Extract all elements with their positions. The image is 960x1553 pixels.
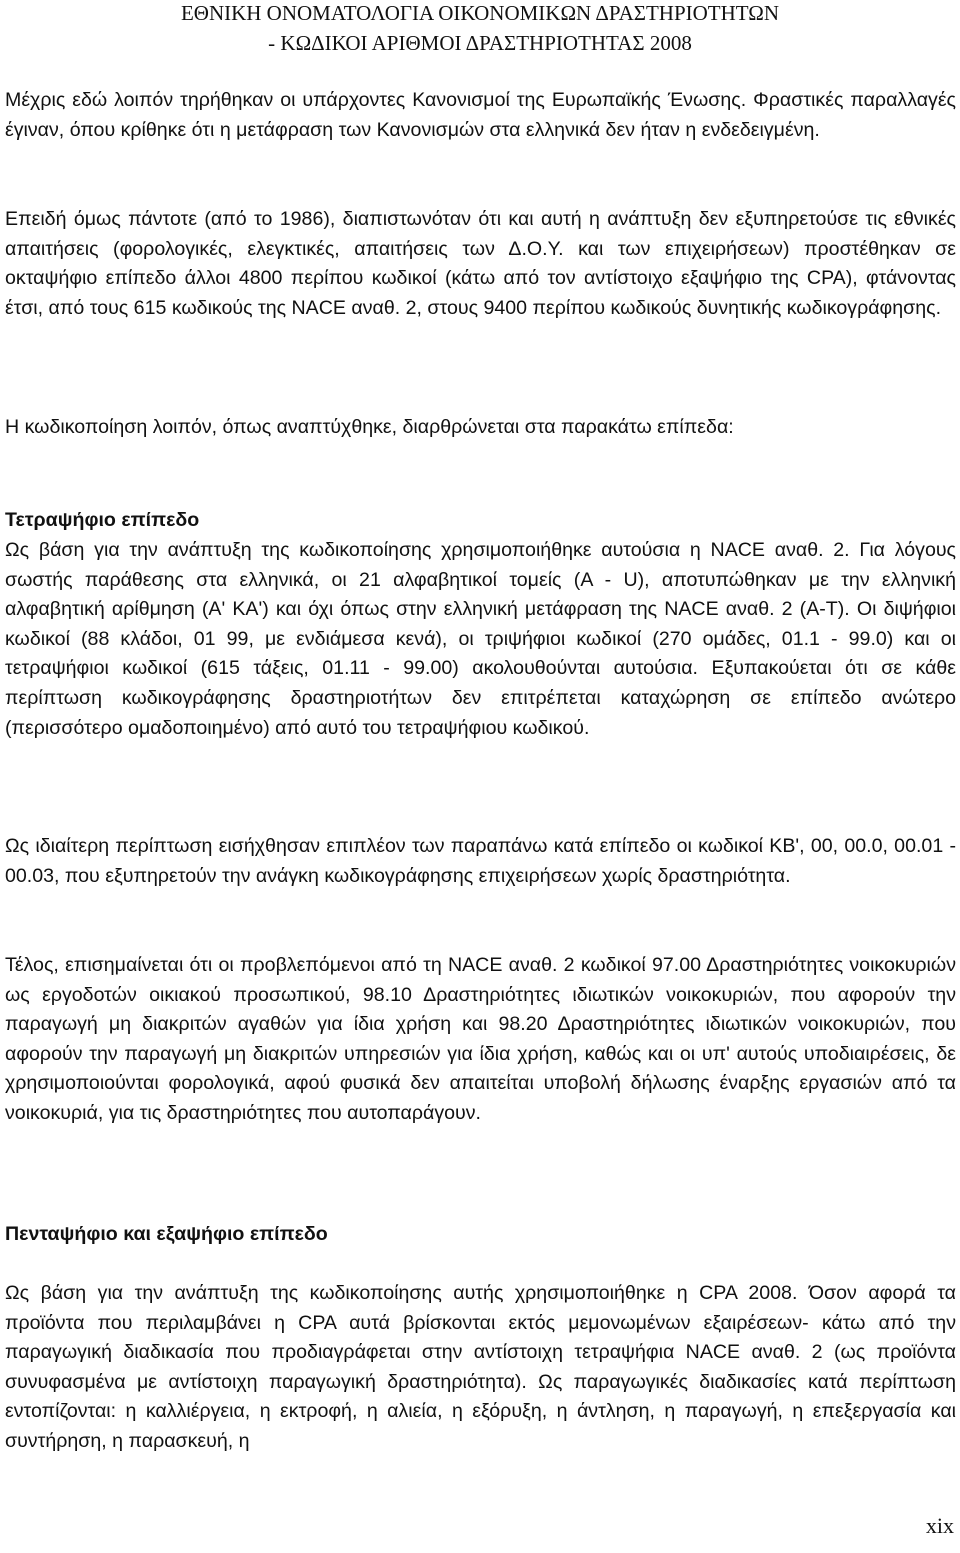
paragraph-2: Επειδή όμως πάντοτε (από το 1986), διαπιστωνόταν ότι και αυτή η ανάπτυξη δεν εξυπηρετούσε τις εθνικές απαιτήσεις (φορολογικές, ελεγκτικές, απαιτήσεις των Δ.Ο.Υ. και των επιχειρήσεων) προστέθηκαν σε οκταψήφιο επίπεδο άλλοι 4800 περίπου κωδικοί (κάτω από τον αντίστοιχο εξαψήφιο της CPA), φτάνοντας έτσι, από τους 615 κωδικούς της NACE αναθ. 2, στους 9400 περίπου κωδικούς δυνητικής κωδικογράφησης. <box>5 208 956 319</box>
paragraph-1: Μέχρις εδώ λοιπόν τηρήθηκαν οι υπάρχοντες Κανονισμοί της Ευρωπαϊκής Ένωσης. Φραστικές παραλλαγές έγιναν, όπου κρίθηκε ότι η μετάφραση των Κανονισμών στα ελληνικά δεν ήταν η ενδεδειγμένη. <box>5 89 956 141</box>
header-title-line1: ΕΘΝΙΚΗ ΟΝΟΜΑΤΟΛΟΓΙΑ ΟΙΚΟΝΟΜΙΚΩΝ ΔΡΑΣΤΗΡΙΟΤΗΤΩΝ <box>180 1 780 25</box>
section-heading-4digit: Τετραψήφιο επίπεδο <box>5 509 200 531</box>
page-number: xix <box>925 1513 954 1538</box>
paragraph-7: Ως βάση για την ανάπτυξη της κωδικοποίησης αυτής χρησιμοποιήθηκε η CPA 2008. Όσον αφορά τα προϊόντα που περιλαμβάνει η CPA αυτά βρίσκονται εκτός μεμονωμένων εξαιρέσεων- κάτω από την παραγωγική διαδικασία που προδιαγράφεται στην αντίστοιχη τετραψήφια NACE αναθ. 2 (ως προϊόντα συνυφασμένα με αντίστοιχη παραγωγική δραστηριότητα). Ως παραγωγικές διαδικασίες κατά περίπτωση εντοπίζονται: η καλλιέργεια, η εκτροφή, η αλιεία, η εξόρυξη, η άντληση, η παραγωγή, η επεξεργασία και συντήρηση, η παρασκευή, η <box>5 1282 956 1452</box>
paragraph-5: Ως ιδιαίτερη περίπτωση εισήχθησαν επιπλέον των παραπάνω κατά επίπεδο οι κωδικοί ΚΒ', 00, 00.0, 00.01 - 00.03, που εξυπηρετούν την ανάγκη κωδικογράφησης επιχειρήσεων χωρίς δραστηριότητα. <box>5 835 956 887</box>
paragraph-4: Ως βάση για την ανάπτυξη της κωδικοποίησης χρησιμοποιήθηκε αυτούσια η NACE αναθ. 2. Για λόγους σωστής παράθεσης στα ελληνικά, οι 21 αλφαβητικοί τομείς (A - U), αποτυπώθηκαν με την ελληνική αλφαβητική αρίθμηση (Α' ΚΑ') και όχι όπως στην ελληνική μετάφραση της NACE αναθ. 2 (Α-Τ). Οι διψήφιοι κωδικοί (88 κλάδοι, 01 99, με ενδιάμεσα κενά), οι τριψήφιοι κωδικοί (270 ομάδες, 01.1 - 99.0) και οι τετραψήφιοι κωδικοί (615 τάξεις, 01.11 - 99.00) ακολουθούνται αυτούσια. Εξυπακούεται ότι σε κάθε περίπτωση κωδικογράφησης δραστηριοτήτων δεν επιτρέπεται καταχώρηση σε επίπεδο ανώτερο (περισσότερο ομαδοποιημένο) από αυτό του τετραψήφιου κωδικού. <box>5 539 956 739</box>
header-title-line2: - ΚΩΔΙΚΟΙ ΑΡΙΘΜΟΙ ΔΡΑΣΤΗΡΙΟΤΗΤΑΣ 2008 <box>268 31 692 55</box>
section-heading-5-6digit: Πενταψήφιο και εξαψήφιο επίπεδο <box>5 1223 328 1245</box>
paragraph-6: Τέλος, επισημαίνεται ότι οι προβλεπόμενοι από τη NACE αναθ. 2 κωδικοί 97.00 Δραστηριότητες νοικοκυριών ως εργοδοτών οικιακού προσωπικού, 98.10 Δραστηριότητες ιδιωτικών νοικοκυριών, που αφορούν την παραγωγή μη διακριτών αγαθών για ίδια χρήση και 98.20 Δραστηριότητες ιδιωτικών νοικοκυριών, που αφορούν την παραγωγή μη διακριτών υπηρεσιών για ίδια χρήση, καθώς και οι υπ' αυτούς υποδιαιρέσεις, δε χρησιμοποιούνται φορολογικά, αφού φυσικά δεν απαιτείται υποβολή δήλωσης έναρξης εργασιών από τα νοικοκυριά, για τις δραστηριότητες που αυτοπαράγουν. <box>5 954 956 1124</box>
paragraph-3: Η κωδικοποίηση λοιπόν, όπως αναπτύχθηκε, διαρθρώνεται στα παρακάτω επίπεδα: <box>5 416 734 438</box>
